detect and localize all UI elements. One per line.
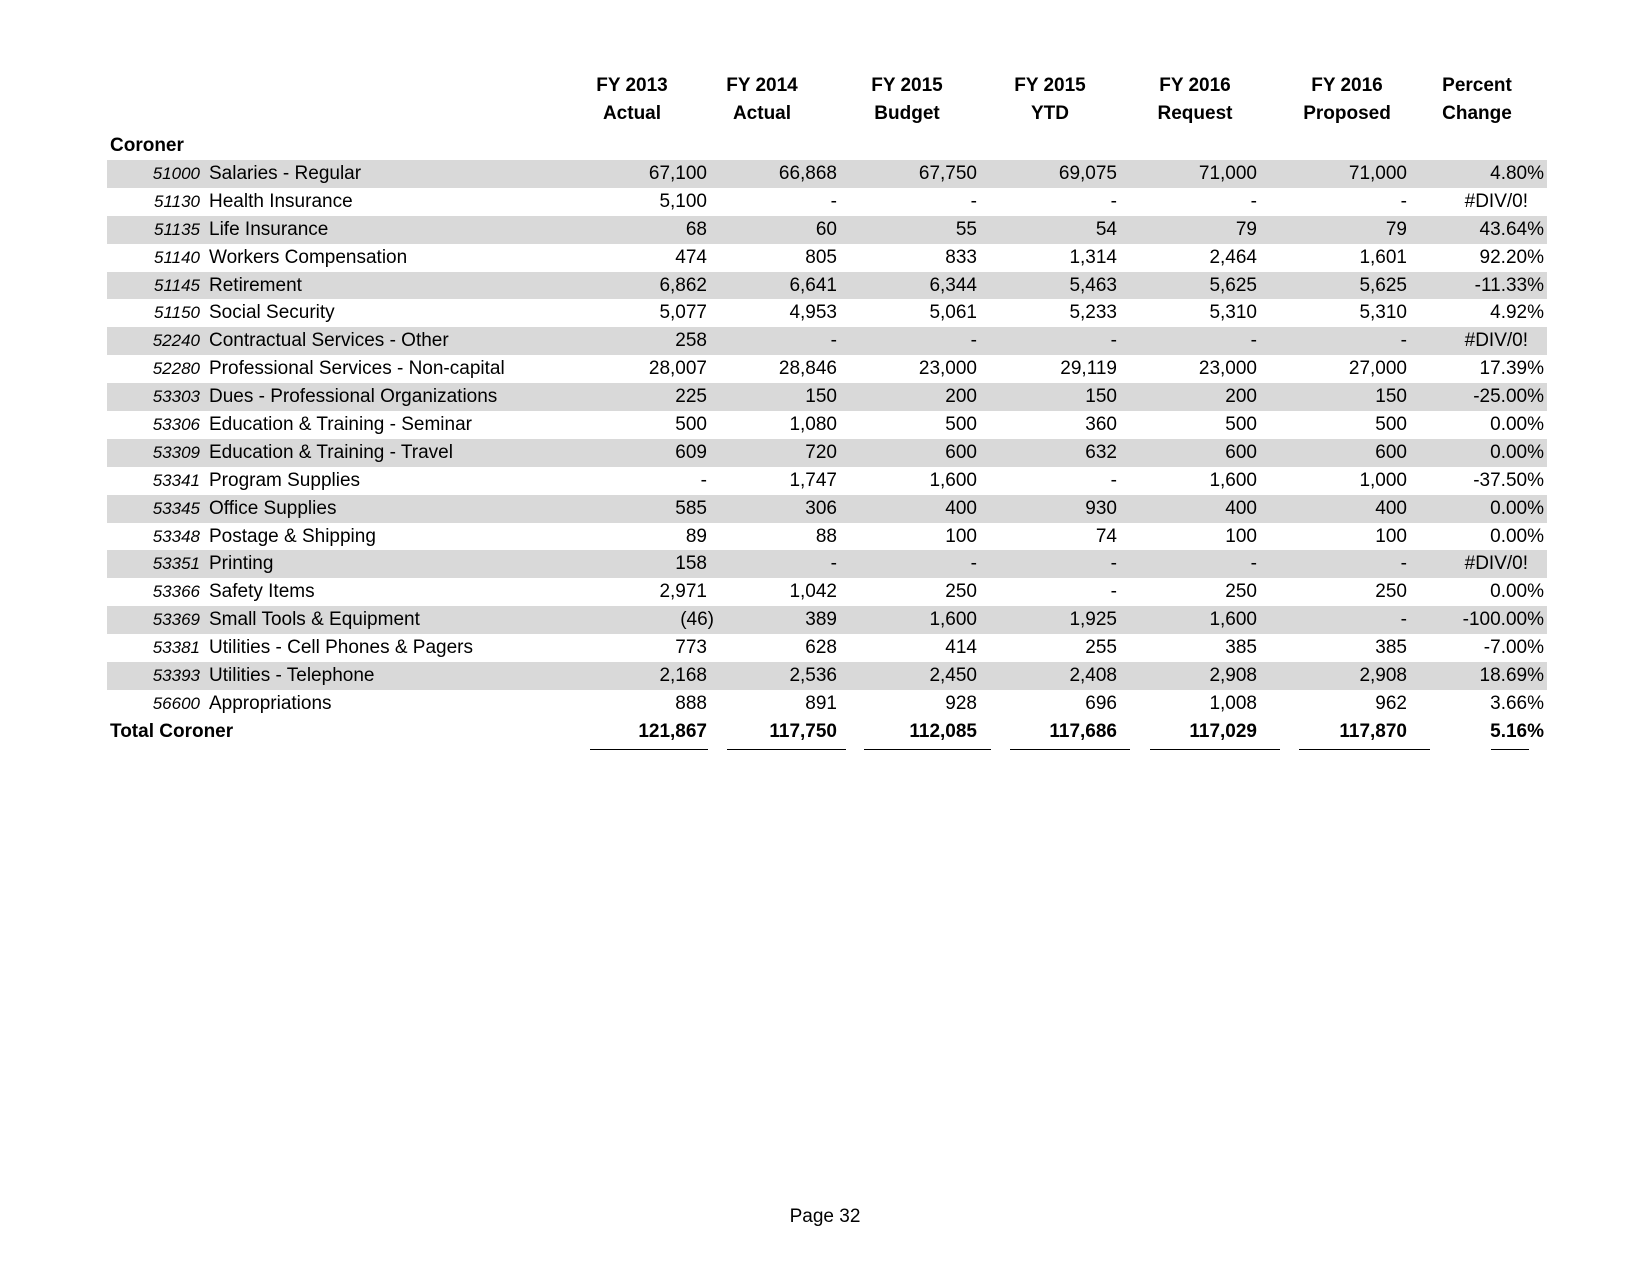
- cell-fy2016-request: 71,000: [1198, 163, 1257, 184]
- col-header-line1: FY 2013: [596, 75, 668, 96]
- col-header-line1: FY 2014: [726, 75, 798, 96]
- cell-fy2015-ytd: 696: [1085, 692, 1117, 714]
- table-row: [107, 495, 1547, 523]
- cell-fy2015-budget: 250: [945, 581, 977, 603]
- cell-fy2015-ytd: -: [1110, 581, 1117, 603]
- cell-fy2016-proposed: 1,601: [1359, 246, 1407, 268]
- cell-fy2016-request: 2,464: [1209, 246, 1257, 268]
- total-row: [107, 718, 1547, 746]
- cell-fy2015-budget: -: [970, 553, 977, 575]
- account-name: Small Tools & Equipment: [209, 609, 420, 631]
- cell-percent-change: 4.92%: [1490, 302, 1544, 324]
- table-row: [107, 634, 1547, 662]
- cell-percent-change: 17.39%: [1479, 358, 1544, 380]
- cell-fy2016-request: 5,310: [1209, 302, 1257, 324]
- cell-fy2015-budget: 6,344: [929, 274, 977, 296]
- cell-fy2013-actual: 89: [685, 525, 707, 547]
- account-code: 51135: [153, 219, 200, 239]
- cell-fy2015-budget: 928: [945, 692, 977, 714]
- cell-fy2015-ytd: 5,463: [1069, 274, 1117, 296]
- cell-fy2016-request: -: [1250, 553, 1257, 575]
- total-underline: [590, 749, 708, 750]
- total-underline: [727, 749, 846, 750]
- account-code: 53351: [152, 554, 200, 574]
- account-name: Retirement: [209, 274, 302, 296]
- cell-fy2014-actual: 805: [805, 246, 837, 268]
- col-header-line1: FY 2015: [1014, 75, 1086, 96]
- cell-percent-change: 0.00%: [1490, 525, 1544, 547]
- total-underline: [1150, 749, 1280, 750]
- account-name: Social Security: [209, 302, 335, 324]
- cell-fy2016-proposed: 100: [1375, 525, 1407, 547]
- cell-fy2014-actual: 1,747: [789, 469, 837, 491]
- account-code: 53348: [152, 526, 200, 546]
- cell-percent-change: -25.00%: [1473, 386, 1544, 408]
- account-code: 56600: [152, 693, 200, 713]
- cell-fy2016-request: 200: [1225, 386, 1257, 408]
- cell-fy2016-proposed: 962: [1375, 692, 1407, 714]
- total-underline: [1299, 749, 1430, 750]
- cell-fy2014-actual: 891: [805, 692, 837, 714]
- cell-fy2016-proposed: 150: [1375, 386, 1407, 408]
- cell-fy2016-request: 79: [1235, 218, 1257, 240]
- total-underline: [864, 749, 991, 750]
- cell-fy2013-actual: 225: [675, 386, 707, 408]
- cell-fy2013-actual: 585: [675, 497, 707, 519]
- cell-percent-change: 0.00%: [1490, 497, 1544, 519]
- cell-fy2015-budget: 414: [945, 637, 977, 659]
- cell-fy2016-request: -: [1250, 190, 1257, 212]
- cell-fy2015-budget: 23,000: [918, 358, 977, 380]
- account-name: Life Insurance: [209, 218, 329, 240]
- account-code: 53306: [152, 415, 200, 435]
- cell-fy2015-ytd: 930: [1085, 497, 1117, 519]
- account-code: 51145: [153, 275, 200, 295]
- cell-fy2014-actual: 28,846: [778, 358, 837, 380]
- table-row: [107, 578, 1547, 606]
- cell-fy2016-proposed: -: [1400, 553, 1407, 575]
- cell-fy2014-actual: 88: [815, 525, 837, 547]
- cell-fy2015-budget: 600: [945, 441, 977, 463]
- total-underline: [1491, 749, 1529, 750]
- cell-fy2016-proposed: 5,310: [1359, 302, 1407, 324]
- cell-fy2016-request: 500: [1225, 414, 1257, 436]
- col-header-line2: Actual: [732, 103, 792, 124]
- total-fy2015-ytd: 117,686: [1049, 721, 1117, 742]
- col-header-fy2016-request: [1130, 72, 1260, 128]
- cell-fy2013-actual: 258: [675, 330, 707, 352]
- cell-fy2015-budget: 500: [945, 414, 977, 436]
- account-code: 53345: [152, 498, 200, 518]
- total-label: Total Coroner: [110, 721, 234, 742]
- cell-fy2015-budget: 67,750: [918, 163, 977, 184]
- col-header-fy2015-budget: [842, 72, 972, 128]
- total-fy2015-budget: 112,085: [909, 721, 977, 742]
- cell-percent-change: -100.00%: [1462, 609, 1544, 631]
- account-code: 51140: [153, 247, 200, 267]
- table-row: [107, 690, 1547, 718]
- total-percent-change: 5.16%: [1490, 721, 1544, 742]
- account-code: 53309: [152, 442, 200, 462]
- table-row: [107, 662, 1547, 690]
- cell-fy2013-actual: 609: [675, 441, 707, 463]
- account-name: Dues - Professional Organizations: [209, 386, 498, 408]
- account-code: 53366: [152, 582, 200, 602]
- account-code: 53381: [152, 638, 200, 658]
- cell-fy2016-request: 400: [1225, 497, 1257, 519]
- cell-fy2016-proposed: -: [1400, 609, 1407, 631]
- cell-fy2016-proposed: 71,000: [1348, 163, 1407, 184]
- table-header: [107, 72, 1547, 136]
- account-code: 51150: [153, 303, 200, 323]
- cell-fy2016-proposed: -: [1400, 330, 1407, 352]
- col-header-fy2013-actual: [577, 72, 687, 128]
- account-code: 51130: [153, 191, 200, 211]
- cell-fy2015-budget: 5,061: [929, 302, 977, 324]
- col-header-line2: YTD: [1031, 103, 1069, 124]
- account-name: Utilities - Telephone: [209, 665, 375, 687]
- cell-percent-change: -11.33%: [1474, 274, 1544, 296]
- account-name: Professional Services - Non-capital: [209, 358, 505, 380]
- cell-fy2014-actual: 60: [815, 218, 837, 240]
- cell-fy2016-request: 1,600: [1209, 469, 1257, 491]
- table-row: [107, 272, 1547, 300]
- account-code: 51000: [152, 164, 200, 183]
- cell-fy2015-ytd: 69,075: [1058, 163, 1117, 184]
- cell-fy2016-proposed: 1,000: [1359, 469, 1407, 491]
- account-name: Health Insurance: [209, 190, 353, 212]
- account-name: Contractual Services - Other: [209, 330, 449, 352]
- table-row: [107, 244, 1547, 272]
- account-name: Appropriations: [209, 692, 332, 714]
- cell-percent-change: -7.00%: [1483, 637, 1544, 659]
- table-row: [107, 355, 1547, 383]
- cell-fy2014-actual: 150: [805, 386, 837, 408]
- cell-percent-change: 0.00%: [1490, 441, 1544, 463]
- cell-fy2014-actual: 306: [805, 497, 837, 519]
- cell-fy2014-actual: 628: [805, 637, 837, 659]
- cell-percent-change: 18.69%: [1479, 665, 1544, 687]
- cell-fy2014-actual: -: [830, 190, 837, 212]
- cell-fy2016-proposed: 400: [1375, 497, 1407, 519]
- cell-fy2013-actual: 500: [675, 414, 707, 436]
- table-row: [107, 188, 1547, 216]
- cell-fy2014-actual: 720: [805, 441, 837, 463]
- table-row: [107, 299, 1547, 327]
- account-code: 53393: [152, 666, 200, 686]
- total-fy2016-request: 117,029: [1189, 721, 1257, 742]
- cell-fy2013-actual: 5,100: [659, 190, 707, 212]
- cell-percent-change: #DIV/0!: [1464, 190, 1528, 212]
- cell-fy2016-request: 5,625: [1209, 274, 1257, 296]
- cell-fy2016-proposed: 500: [1375, 414, 1407, 436]
- cell-fy2016-proposed: 5,625: [1359, 274, 1407, 296]
- col-header-fy2015-ytd: [985, 72, 1115, 128]
- col-header-line2: Request: [1157, 103, 1233, 124]
- cell-fy2014-actual: 1,080: [789, 414, 837, 436]
- account-name: Utilities - Cell Phones & Pagers: [209, 637, 473, 659]
- cell-fy2015-budget: 400: [945, 497, 977, 519]
- cell-fy2013-actual: 28,007: [648, 358, 707, 380]
- cell-fy2016-proposed: 250: [1375, 581, 1407, 603]
- account-name: Safety Items: [209, 581, 315, 603]
- col-header-line1: FY 2015: [871, 75, 943, 96]
- cell-fy2015-ytd: 2,408: [1069, 665, 1117, 687]
- cell-fy2016-proposed: 600: [1375, 441, 1407, 463]
- account-code: 53341: [152, 470, 200, 490]
- total-fy2014-actual: 117,750: [769, 721, 837, 742]
- cell-fy2015-budget: 1,600: [929, 609, 977, 631]
- cell-fy2016-request: 1,008: [1209, 692, 1257, 714]
- account-name: Workers Compensation: [209, 246, 408, 268]
- col-header-line2: Actual: [602, 103, 662, 124]
- page-number: Page 32: [789, 1206, 861, 1227]
- cell-fy2014-actual: 389: [805, 609, 837, 631]
- cell-fy2015-ytd: 74: [1095, 525, 1117, 547]
- cell-fy2015-ytd: -: [1110, 330, 1117, 352]
- account-name: Education & Training - Seminar: [209, 414, 472, 436]
- cell-fy2015-ytd: -: [1110, 553, 1117, 575]
- total-fy2016-proposed: 117,870: [1339, 721, 1407, 742]
- table-body: [107, 160, 1547, 718]
- account-code: 52240: [152, 331, 200, 351]
- cell-fy2016-request: 1,600: [1209, 609, 1257, 631]
- cell-percent-change: #DIV/0!: [1464, 330, 1528, 352]
- table-row: [107, 411, 1547, 439]
- account-code: 53303: [152, 387, 200, 407]
- cell-fy2015-ytd: 1,925: [1069, 609, 1117, 631]
- cell-fy2016-proposed: 79: [1385, 218, 1407, 240]
- cell-fy2013-actual: 888: [675, 692, 707, 714]
- cell-fy2013-actual: 2,168: [659, 665, 707, 687]
- cell-percent-change: 0.00%: [1490, 581, 1544, 603]
- cell-fy2015-ytd: 1,314: [1069, 246, 1117, 268]
- table-row: [107, 383, 1547, 411]
- col-header-fy2016-proposed: [1277, 72, 1417, 128]
- cell-fy2016-request: 250: [1225, 581, 1257, 603]
- cell-fy2013-actual: 2,971: [659, 581, 707, 603]
- cell-fy2015-ytd: 5,233: [1069, 302, 1117, 324]
- cell-fy2016-request: 600: [1225, 441, 1257, 463]
- cell-fy2016-request: -: [1250, 330, 1257, 352]
- table-row: [107, 160, 1547, 188]
- account-name: Printing: [209, 553, 274, 575]
- cell-fy2015-ytd: -: [1110, 190, 1117, 212]
- cell-fy2013-actual: 68: [685, 218, 707, 240]
- cell-fy2016-request: 100: [1225, 525, 1257, 547]
- cell-fy2015-budget: -: [970, 330, 977, 352]
- cell-fy2016-proposed: 385: [1375, 637, 1407, 659]
- section-title: Coroner: [110, 135, 184, 156]
- cell-percent-change: 0.00%: [1490, 414, 1544, 436]
- cell-fy2014-actual: 1,042: [789, 581, 837, 603]
- cell-fy2016-request: 385: [1225, 637, 1257, 659]
- cell-fy2015-budget: 55: [955, 218, 977, 240]
- account-name: Postage & Shipping: [209, 525, 376, 547]
- cell-percent-change: 4.80%: [1490, 163, 1544, 184]
- col-header-line2: Proposed: [1303, 103, 1391, 124]
- col-header-line1: Percent: [1442, 75, 1512, 96]
- cell-fy2015-budget: 200: [945, 386, 977, 408]
- cell-fy2015-budget: 833: [945, 246, 977, 268]
- cell-fy2015-budget: 2,450: [929, 665, 977, 687]
- cell-fy2013-actual: 158: [675, 553, 707, 575]
- col-header-fy2014-actual: [697, 72, 827, 128]
- cell-fy2015-ytd: 54: [1095, 218, 1117, 240]
- cell-fy2015-ytd: 255: [1085, 637, 1117, 659]
- cell-fy2016-request: 23,000: [1198, 358, 1257, 380]
- table-row: [107, 606, 1547, 634]
- cell-percent-change: 43.64%: [1479, 218, 1544, 240]
- col-header-percent-change: [1427, 72, 1527, 128]
- account-name: Office Supplies: [209, 497, 337, 519]
- cell-fy2013-actual: 5,077: [659, 302, 707, 324]
- cell-fy2014-actual: -: [830, 330, 837, 352]
- table-row: [107, 327, 1547, 355]
- cell-fy2015-ytd: 150: [1085, 386, 1117, 408]
- cell-fy2015-budget: -: [970, 190, 977, 212]
- cell-percent-change: 92.20%: [1479, 246, 1544, 268]
- total-underline: [1010, 749, 1130, 750]
- account-code: 53369: [152, 610, 200, 630]
- cell-fy2015-ytd: -: [1110, 469, 1117, 491]
- cell-fy2014-actual: -: [830, 553, 837, 575]
- account-name: Salaries - Regular: [209, 163, 362, 184]
- col-header-line1: FY 2016: [1311, 75, 1383, 96]
- cell-fy2013-actual: -: [700, 469, 707, 491]
- cell-fy2014-actual: 4,953: [789, 302, 837, 324]
- cell-fy2013-actual: 6,862: [659, 274, 707, 296]
- col-header-line1: FY 2016: [1159, 75, 1231, 96]
- cell-percent-change: -37.50%: [1473, 469, 1544, 491]
- cell-fy2015-budget: 1,600: [929, 469, 977, 491]
- col-header-line2: Budget: [874, 103, 940, 124]
- cell-fy2016-proposed: -: [1400, 190, 1407, 212]
- total-fy2013-actual: 121,867: [638, 721, 707, 742]
- cell-fy2013-actual: (46): [680, 609, 714, 631]
- cell-fy2016-request: 2,908: [1209, 665, 1257, 687]
- account-name: Program Supplies: [209, 469, 361, 491]
- table-row: [107, 439, 1547, 467]
- cell-fy2013-actual: 773: [675, 637, 707, 659]
- table-row: [107, 550, 1547, 578]
- cell-fy2014-actual: 66,868: [778, 163, 837, 184]
- cell-percent-change: #DIV/0!: [1464, 553, 1528, 575]
- cell-fy2016-proposed: 27,000: [1348, 358, 1407, 380]
- cell-fy2015-budget: 100: [945, 525, 977, 547]
- col-header-line2: Change: [1442, 103, 1512, 124]
- table-row: [107, 216, 1547, 244]
- cell-fy2015-ytd: 632: [1085, 441, 1117, 463]
- cell-fy2015-ytd: 29,119: [1060, 358, 1117, 380]
- cell-fy2016-proposed: 2,908: [1359, 665, 1407, 687]
- table-row: [107, 523, 1547, 551]
- account-name: Education & Training - Travel: [209, 441, 453, 463]
- table-row: [107, 467, 1547, 495]
- account-code: 52280: [152, 359, 200, 379]
- cell-percent-change: 3.66%: [1490, 692, 1544, 714]
- cell-fy2013-actual: 67,100: [648, 163, 707, 184]
- cell-fy2013-actual: 474: [675, 246, 707, 268]
- cell-fy2014-actual: 6,641: [789, 274, 837, 296]
- cell-fy2014-actual: 2,536: [789, 665, 837, 687]
- cell-fy2015-ytd: 360: [1085, 414, 1117, 436]
